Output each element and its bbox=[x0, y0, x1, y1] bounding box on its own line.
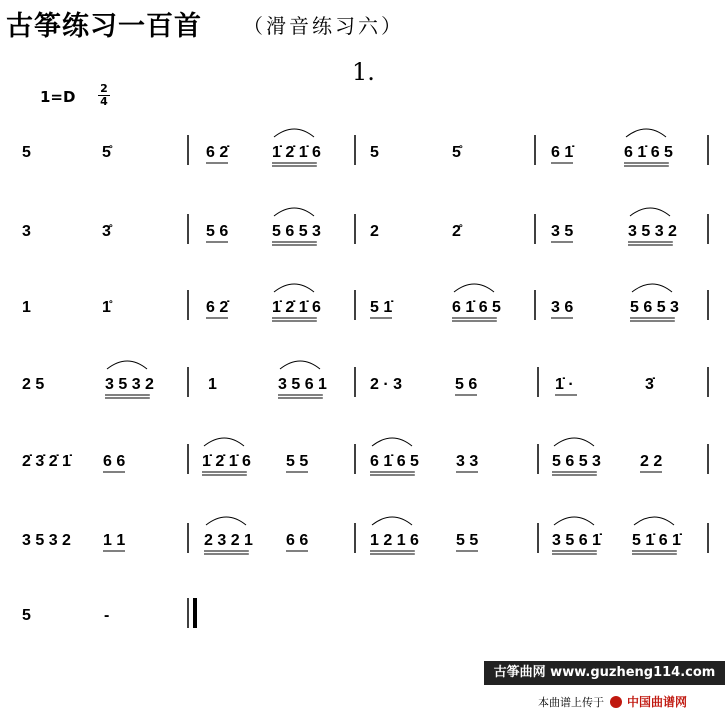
upload-text: 本曲谱上传于 bbox=[538, 696, 604, 709]
slide-arc bbox=[634, 517, 674, 525]
slide-arc bbox=[372, 517, 412, 525]
row-start-note: 1 bbox=[22, 299, 31, 316]
note-group: 6 6 bbox=[286, 532, 309, 549]
piece-number: 1. bbox=[352, 58, 375, 86]
note-group: 1̇ 2̇ 1̇ 6 bbox=[272, 144, 321, 161]
note-group: 1 2 1 6 bbox=[370, 532, 419, 549]
slide-arc bbox=[554, 517, 594, 525]
row-start-note: 3 5 3 2 bbox=[22, 532, 71, 549]
note-group: 5 bbox=[370, 144, 379, 161]
note-group: 2 2 bbox=[640, 453, 663, 470]
note-group: 5 6 5 3 bbox=[552, 453, 601, 470]
note-group: 5 6 bbox=[206, 223, 229, 240]
note-group: 6 1̇ bbox=[551, 144, 574, 161]
note-group: 5 6 5 3 bbox=[272, 223, 321, 240]
note-group: 2 bbox=[370, 223, 379, 240]
time-signature-bottom: 4 bbox=[100, 95, 108, 108]
note-group: 1 1 bbox=[103, 532, 126, 549]
note-group: - bbox=[104, 607, 110, 624]
slide-arc bbox=[626, 129, 666, 137]
exercise-subtitle: （滑音练习六） bbox=[243, 14, 404, 38]
note-group: 3 5 6 1̇ bbox=[552, 532, 601, 549]
note-group: 5 5 bbox=[456, 532, 479, 549]
note-group: 3 5 3 2 bbox=[628, 223, 677, 240]
note-group: 3̊ bbox=[102, 223, 111, 240]
slide-arc bbox=[280, 361, 320, 369]
slide-arc bbox=[274, 284, 314, 292]
site-logo-icon bbox=[610, 696, 622, 708]
note-group: 5 5 bbox=[286, 453, 309, 470]
row-start-note: 2̇ 3̇ 2̇ 1̇ bbox=[22, 453, 71, 470]
note-group: 5 1̇ 6 1̇ bbox=[632, 532, 681, 549]
note-group: 6 1̇ 6 5 bbox=[624, 144, 673, 161]
piece-collection-title: 古筝练习一百首 bbox=[6, 11, 202, 42]
row-start-note: 3 bbox=[22, 223, 31, 240]
slide-arc bbox=[554, 438, 594, 446]
note-group: 5̊ bbox=[452, 144, 461, 161]
note-group: 3 5 3 2 bbox=[105, 376, 154, 393]
note-group: 1 bbox=[208, 376, 217, 393]
slide-arc bbox=[454, 284, 494, 292]
upload-site-name: 中国曲谱网 bbox=[627, 695, 688, 709]
note-group: 5 1̇ bbox=[370, 299, 393, 316]
slide-arc bbox=[206, 517, 246, 525]
note-group: 3̇ bbox=[645, 376, 654, 393]
note-group: 2 3 2 1 bbox=[204, 532, 253, 549]
slide-arc bbox=[632, 284, 672, 292]
note-group: 3 5 bbox=[551, 223, 574, 240]
note-group: 6 2̇ bbox=[206, 299, 229, 316]
note-group: 6 1̇ 6 5 bbox=[370, 453, 419, 470]
note-group: 1̇ 2̇ 1̇ 6 bbox=[202, 453, 251, 470]
note-group: 3 6 bbox=[551, 299, 574, 316]
slide-arc bbox=[630, 208, 670, 216]
slide-arc bbox=[372, 438, 412, 446]
note-group: 1̇ 2̇ 1̇ 6 bbox=[272, 299, 321, 316]
final-bar-line bbox=[193, 598, 197, 628]
note-group: 5̊ bbox=[102, 144, 111, 161]
note-group: 1̇ · bbox=[555, 376, 574, 393]
row-start-note: 5 bbox=[22, 144, 31, 161]
site-banner[interactable]: 古筝曲网 www.guzheng114.com bbox=[484, 661, 725, 685]
note-group: 2 · 3 bbox=[370, 376, 403, 393]
row-start-note: 5 bbox=[22, 607, 31, 624]
time-signature-top: 2 bbox=[100, 82, 108, 95]
note-group: 5 6 5 3 bbox=[630, 299, 679, 316]
note-group: 6 1̇ 6 5 bbox=[452, 299, 501, 316]
slide-arc bbox=[204, 438, 244, 446]
note-group: 5 6 bbox=[455, 376, 478, 393]
note-group: 3 3 bbox=[456, 453, 479, 470]
slide-arc bbox=[107, 361, 147, 369]
note-group: 2̊ bbox=[452, 223, 461, 240]
note-group: 6 2̇ bbox=[206, 144, 229, 161]
note-group: 3 5 6 1 bbox=[278, 376, 327, 393]
upload-credit bbox=[538, 693, 687, 710]
key-signature: 1=D bbox=[40, 88, 76, 106]
note-group: 1̊ bbox=[102, 299, 111, 316]
slide-arc bbox=[274, 208, 314, 216]
slide-arc bbox=[274, 129, 314, 137]
row-start-note: 2 5 bbox=[22, 376, 45, 393]
note-group: 6 6 bbox=[103, 453, 126, 470]
